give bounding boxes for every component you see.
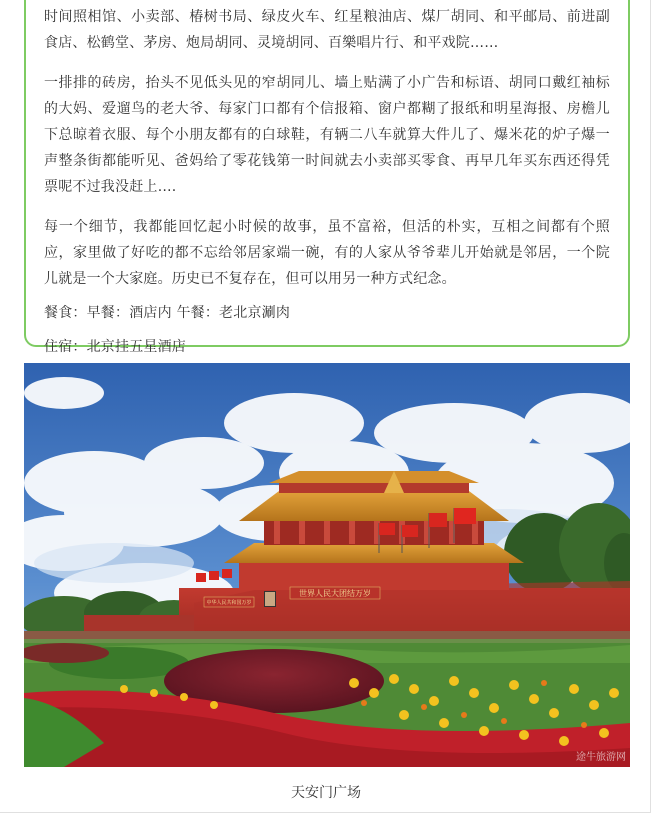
itinerary-text-card [24,0,630,355]
banner-right: 世界人民大团结万岁 [299,589,371,598]
places-paragraph: 时间照相馆、小卖部、椿树书局、绿皮火车、红星粮油店、煤厂胡同、和平邮局、前进副食店、松鹤堂、茅房、炮局胡同、灵境胡同、百樂唱片行、和平戏院…… [44,9,610,51]
tiananmen-illustration [24,363,630,767]
reflection-paragraph: 每一个细节，我都能回忆起小时候的故事，虽不富裕，但活的朴实，互相之间都有个照应，家里做了好吃的都不忘给邻居家端一碗，有的人家从爷爷辈儿开始就是邻居，一个院儿就是一个大家庭。历史已不复存在，但可以用另一种方式纪念。 [44,219,610,287]
gate-lower-roof [224,543,524,563]
banner-left: 中华人民共和国万岁 [206,600,252,606]
photo-watermark: 途牛旅游网 [576,752,626,763]
lodging-line: 住宿：北京挂五星酒店 [44,339,186,355]
meals-line: 餐食：早餐：酒店内 午餐：老北京涮肉 [44,305,291,321]
tiananmen-photo [24,363,630,767]
photo-caption: 天安门广场 [291,785,361,801]
memories-paragraph: 一排排的砖房，抬头不见低头见的窄胡同儿、墙上贴满了小广告和标语、胡同口戴红袖标的大妈、爱遛鸟的老大爷、每家门口都有个信报箱、窗户都糊了报纸和明星海报、房檐儿下总晾着衣服、每个小朋友都有的白球鞋，有辆二八车就算大件儿了、爆米花的炉子爆一声整条街都能听见、爸妈给了零花钱第一时间就去小卖部买零食、再早几年买东西还得凭票呢不过我没赶上…. [44,75,610,195]
